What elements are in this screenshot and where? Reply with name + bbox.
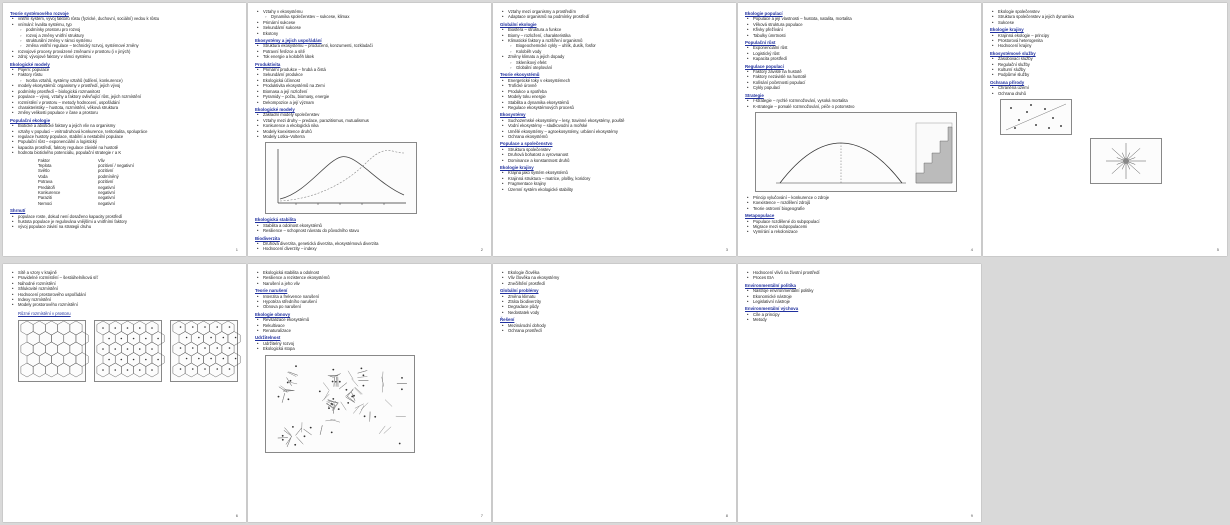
list-item: • Faktory nezávislé na hustotě: [753, 74, 974, 79]
list-item: • Ochrana ekosystémů: [508, 134, 729, 139]
list-item: • Vztahy v ekosystému: [263, 9, 484, 14]
page-content: [10, 9, 239, 246]
list-item: • charakteristiky – hustota, rozmístění, věková struktura: [18, 105, 239, 110]
list-item: • Hodnocení diverzity – indexy: [263, 246, 484, 251]
list-item: • Věková struktura populace: [753, 22, 974, 27]
page-number: 2: [480, 247, 483, 252]
list-item: • Legislativní nástroje: [753, 299, 974, 304]
list-item: • vnímání: kvalita systému, typ: [18, 22, 239, 27]
list-item: • Hypotéza středního narušení: [263, 299, 484, 304]
table-cell: Konkurence: [38, 190, 61, 195]
bullet-list: [500, 294, 729, 316]
list-item: ◦ Biogeochemické cykly – uhlík, dusík, fosfor: [508, 43, 729, 48]
bullet-list: [500, 147, 729, 163]
section-heading: Biodiverzita: [255, 235, 280, 241]
list-item: • Regulační služby: [998, 62, 1220, 67]
page-number: 7: [480, 513, 483, 518]
list-item: • vnitřní systém, vývoj faktorů růstu (fyzické, duchovní, sociální) vedou k růstu: [18, 16, 239, 21]
section-heading: Populační ekologie: [10, 117, 51, 123]
bullet-list: [255, 67, 484, 105]
list-item: • Populace a její vlastnosti – hustota, natalita, mortalita: [753, 16, 974, 21]
section-heading: Ekologie krajiny: [990, 27, 1024, 33]
list-item: • Krajina jako systém ekosystémů: [508, 170, 729, 175]
section-heading: Ekologické modely: [255, 106, 295, 112]
table-cell: Voda: [38, 173, 48, 179]
list-item: • Nedostatek vody: [508, 310, 729, 315]
list-item: • Křivky přežívání: [753, 27, 974, 32]
list-item: • Biomy – rozložení, charakteristika: [508, 33, 729, 38]
list-item: • vztahy v populaci – vnitrodruhová konkurence, teritorialita, spolupráce: [18, 129, 239, 134]
list-item: • Ztráta biodiverzity: [508, 299, 729, 304]
list-item: • Umělé ekosystémy – agroekosystémy, urbánní ekosystémy: [508, 129, 729, 134]
list-item: • Ekologická stabilita a odolnost: [263, 270, 484, 275]
list-item: • Ekotony: [263, 31, 484, 36]
table-cell: Predátoři: [38, 184, 55, 190]
list-item: • Podpůrné služby: [998, 72, 1220, 77]
section-heading: Ekologie obnovy: [255, 311, 291, 317]
list-item: • Rekultivace: [263, 323, 484, 328]
page-4: [738, 3, 981, 256]
list-item: • Resilience – schopnost návratu do původního stavu: [263, 228, 484, 233]
bullet-list: [745, 270, 974, 281]
list-item: • Udržitelný rozvoj: [263, 341, 484, 346]
list-item: • Kolísání početnosti populací: [753, 80, 974, 85]
list-item: • Modely koexistence druhů: [263, 129, 484, 134]
list-item: • Produktivita ekosystémů na Zemi: [263, 83, 484, 88]
bullet-list: [10, 67, 239, 116]
table-cell: negativní: [98, 200, 115, 206]
list-item: ◦ změna vnitřní regulace – technický rozvoj, systémové změny: [18, 43, 239, 48]
section-heading: Populační růst: [745, 40, 776, 46]
list-item: • Krajinná ekologie – principy: [998, 33, 1220, 38]
list-item: • Pyramidy – počtu, biomasy, energie: [263, 94, 484, 99]
page-content: [990, 9, 1220, 246]
list-item: • Suchozemské ekosystémy – lesy, travinné ekosystémy, pouště: [508, 118, 729, 123]
list-item: • vývoj populace závisí na strategii druhu: [18, 224, 239, 229]
list-item: • Primární sukcese: [263, 20, 484, 25]
page-5: [983, 3, 1227, 256]
bullet-list: [500, 78, 729, 110]
list-item: • Sukcese: [998, 20, 1220, 25]
section-heading: Teorie narušení: [255, 288, 288, 294]
table-cell: Světlo: [38, 168, 50, 174]
list-item: • Pravidelné rozmístění – šestiúhelníková síť: [18, 275, 239, 280]
list-item: ◦ Globální oteplování: [508, 65, 729, 70]
page-number: 5: [1216, 247, 1219, 252]
scatter-diagram: [1000, 99, 1072, 135]
page-number: 8: [725, 513, 728, 518]
page-3: [493, 3, 736, 256]
list-item: • Stabilita a dynamika ekosystémů: [508, 100, 729, 105]
section-heading: Udržitelnost: [255, 335, 281, 341]
table-cell: Nemoci: [38, 200, 53, 206]
page-6: [3, 264, 246, 522]
list-item: • Energetické toky v ekosystémech: [508, 78, 729, 83]
list-item: • Logistický růst: [753, 51, 974, 56]
list-item: • Krajinná struktura – matrice, plošky, koridory: [508, 176, 729, 181]
list-item: • Produkce a spotřeba: [508, 89, 729, 94]
page-content: [255, 270, 484, 512]
page-2: [248, 3, 491, 256]
section-heading: Environmentální politika: [745, 282, 796, 288]
hex-pattern: [170, 320, 238, 382]
list-item: • Tabulky úmrtnosti: [753, 33, 974, 38]
list-item: • Vliv člověka na ekosystémy: [508, 275, 729, 280]
list-item: • Revitalizace ekosystémů: [263, 317, 484, 322]
list-item: • K-strategie – pomalé rozmnožování, péče o potomstvo: [753, 104, 974, 109]
factor-table: [10, 158, 239, 207]
bullet-list: [255, 341, 484, 352]
list-item: • Dekompozice a její význam: [263, 100, 484, 105]
list-item: • Ekologická stopa: [263, 346, 484, 351]
list-item: • Hodnocení krajiny: [998, 43, 1220, 48]
list-item: • Potravní řetězce a sítě: [263, 49, 484, 54]
list-item: • Metody: [753, 317, 974, 322]
section-heading: Globální ekologie: [500, 21, 537, 27]
list-item: • Modely prostorového rozmístění: [18, 302, 239, 307]
list-item: • Nástroje environmentální politiky: [753, 288, 974, 293]
table-cell: podmíněný: [98, 173, 119, 179]
list-item: • Klimatické faktory a rozšíření organismů: [508, 38, 729, 43]
list-item: • Vodní ekosystémy – sladkovodní a mořské: [508, 123, 729, 128]
section-heading: Metapopulace: [745, 213, 775, 219]
list-item: ◦ tvorba vztahů, systémy vztahů (sdílení, konkurence): [18, 78, 239, 83]
list-item: • r-strategie – rychlé rozmnožování, vysoká mortalita: [753, 98, 974, 103]
list-item: • Základní modely společenstev: [263, 112, 484, 117]
list-item: • populace roste, dokud není dosaženo kapacity prostředí: [18, 214, 239, 219]
list-item: • změny velikosti populace v čase a prostoru: [18, 110, 239, 115]
list-item: • Mezinárodní dohody: [508, 323, 729, 328]
list-item: • Vztahy mezi druhy – predace, parazitismus, mutualismus: [263, 118, 484, 123]
list-item: ◦ Koloběh vody: [508, 49, 729, 54]
section-heading: Ekosystémy: [500, 112, 526, 118]
list-item: • Faktory závislé na hustotě: [753, 69, 974, 74]
bullet-list: [745, 16, 974, 38]
list-item: • Renaturalizace: [263, 328, 484, 333]
list-item: • Shlukovité rozmístění: [18, 286, 239, 291]
bullet-list: [745, 45, 974, 61]
page-content: [745, 270, 974, 512]
list-item: • Kulturní služby: [998, 67, 1220, 72]
page-number: 4: [970, 247, 973, 252]
section-heading: Regulace populací: [745, 63, 784, 69]
bullet-list: [500, 9, 729, 20]
hex-pattern: [18, 320, 86, 382]
section-heading: Teorie ekosystémů: [500, 72, 540, 78]
list-item: • Ochrana druhů: [998, 91, 1220, 96]
table-cell: pozitivní / negativní: [98, 162, 134, 168]
section-heading: Ekologie populací: [745, 11, 783, 16]
list-item: • Proces EIA: [753, 275, 974, 280]
list-item: ◦ Skleníkový efekt: [508, 60, 729, 65]
bullet-list: [745, 219, 974, 235]
bullet-list: [10, 123, 239, 155]
list-item: ◦ rozvoj a změny vnitřní struktury: [18, 33, 239, 38]
page-content: [255, 9, 484, 252]
table-cell: negativní: [98, 184, 115, 190]
bullet-list: [255, 223, 484, 234]
list-item: • podmínky prostředí – biologická rozmanitost: [18, 89, 239, 94]
figure-caption: Různé rozmístění v prostoru: [18, 310, 71, 316]
list-item: ◦ strukturální změny v rámci systému: [18, 38, 239, 43]
list-item: • Intenzita a frekvence narušení: [263, 294, 484, 299]
voronoi-diagram: [265, 355, 415, 453]
list-item: • Cíle a principy: [753, 312, 974, 317]
list-item: • Koexistence – rozdělení zdrojů: [753, 200, 974, 205]
table-cell: negativní: [98, 195, 115, 201]
list-item: • Kapacita prostředí: [753, 56, 974, 61]
section-heading: Environmentální výchova: [745, 306, 799, 312]
section-heading: Shrnutí: [10, 208, 26, 214]
list-item: • rozmístění v prostoru – metody hodnocení, uspořádání: [18, 100, 239, 105]
list-item: • Dominance a konstantnost druhů: [508, 158, 729, 163]
list-item: • Vymírání a rekolonizace: [753, 229, 974, 234]
section-heading: Globální problémy: [500, 288, 539, 294]
list-item: • Ekologická účinnost: [263, 78, 484, 83]
list-item: • Struktura společenstev: [508, 147, 729, 152]
page-7: [248, 264, 491, 522]
section-heading: Ekologie krajiny: [500, 164, 534, 170]
list-item: • Degradace půdy: [508, 304, 729, 309]
list-item: • Modely Lotka–Volterra: [263, 134, 484, 139]
list-item: • Chráněná území: [998, 85, 1220, 90]
list-item: • Populace rozdělené do subpopulací: [753, 219, 974, 224]
table-cell: Potrava: [38, 179, 53, 185]
bullet-list: [745, 195, 974, 211]
star-diagram: [1090, 138, 1162, 184]
bullet-list: [500, 118, 729, 140]
section-heading: Strategie: [745, 92, 764, 98]
table-cell: pozitivní: [98, 179, 114, 185]
list-item: • Náhodné rozmístění: [18, 281, 239, 286]
list-item: • populace – vývoj, vztahy a faktory ovlivňující růst, jejich rozmístění: [18, 94, 239, 99]
table-cell: Vliv: [98, 157, 105, 163]
bullet-list: [990, 33, 1220, 49]
bullet-list: [990, 85, 1220, 96]
list-item: • rozvojové procesy provázené změnami v prostoru (i v jiných): [18, 49, 239, 54]
section-heading: Řešení: [500, 317, 515, 323]
list-item: ◦ Dynamika společenstev – sukcese, klimax: [263, 14, 484, 19]
table-cell: Paraziti: [38, 195, 52, 201]
bullet-list: [990, 56, 1220, 78]
page-number: 9: [970, 513, 973, 518]
bullet-list: [10, 16, 239, 59]
list-item: • Modely toku energie: [508, 94, 729, 99]
list-item: • Sekundární produkce: [263, 72, 484, 77]
list-item: • Fragmentace krajiny: [508, 181, 729, 186]
list-item: • Adaptace organismů na podmínky prostředí: [508, 14, 729, 19]
hex-pattern: [94, 320, 162, 382]
bullet-list: [255, 317, 484, 333]
table-cell: pozitivní: [98, 168, 114, 174]
list-item: • Zásobovací služby: [998, 56, 1220, 61]
list-item: • Populační růst – exponenciální a logistický: [18, 139, 239, 144]
list-item: • Druhová bohatost a vyrovnanost: [508, 152, 729, 157]
list-item: • Změny klimatu a jejich dopady: [508, 54, 729, 59]
page-9: [738, 264, 981, 522]
list-item: • zdroj: vývojové faktory v rámci systému: [18, 54, 239, 59]
page-1: [3, 3, 246, 256]
list-item: • Druhová diverzita, genetická diverzita, ekosystémová diverzita: [263, 241, 484, 246]
list-item: • Hodnocení prostorového uspořádání: [18, 292, 239, 297]
bullet-list: [10, 214, 239, 230]
list-item: • Struktura ekosystému – producenti, konzumenti, rozkladači: [263, 43, 484, 48]
list-item: • Ekologie člověka: [508, 270, 729, 275]
bullet-list: [990, 9, 1220, 25]
list-item: • Biotické a abiotické faktory a jejich vliv na organismy: [18, 123, 239, 128]
bullet-list: [255, 9, 484, 36]
bullet-list: [500, 27, 729, 70]
bullet-list: [500, 170, 729, 192]
list-item: • Princip vylučování – konkurence o zdroje: [753, 195, 974, 200]
bullet-list: [255, 294, 484, 310]
list-item: • Tok energie a koloběh látek: [263, 54, 484, 59]
list-item: • Konkurence a ekologická nika: [263, 123, 484, 128]
list-item: • kapacita prostředí, faktory regulace závislé na hustotě: [18, 145, 239, 150]
list-item: • Obnova po narušení: [263, 304, 484, 309]
list-item: • Biosféra – struktura a funkce: [508, 27, 729, 32]
list-item: • Resilience a rezistence ekosystémů: [263, 275, 484, 280]
list-item: • Ekologie společenstev: [998, 9, 1220, 14]
list-item: • Narušení a jeho vliv: [263, 281, 484, 286]
table-row: [10, 201, 239, 206]
list-item: • Ekonomické nástroje: [753, 294, 974, 299]
bullet-list: [745, 98, 974, 109]
list-item: • Biomasa a její rozložení: [263, 89, 484, 94]
pattern-figures: [18, 320, 239, 382]
bullet-list: [255, 270, 484, 286]
list-item: • regulace hustoty populace, stabilní a nestabilní populace: [18, 134, 239, 139]
section-heading: Ekosystémové služby: [990, 50, 1036, 56]
page-content: [10, 270, 239, 512]
bullet-list: [500, 270, 729, 286]
list-item: • Pojem: populace: [18, 67, 239, 72]
bullet-list: [255, 241, 484, 252]
page-number: 3: [725, 247, 728, 252]
bullet-list: [255, 112, 484, 139]
list-item: • Migrace mezi subpopulacemi: [753, 224, 974, 229]
list-item: • Sekundární sukcese: [263, 25, 484, 30]
list-item: • Hodnocení vlivů na životní prostředí: [753, 270, 974, 275]
list-item: • Cykly populací: [753, 85, 974, 90]
section-heading: Produktivita: [255, 61, 281, 67]
bullet-list: [745, 288, 974, 304]
list-item: • Faktory růstu: [18, 72, 239, 77]
page-content: [500, 9, 729, 246]
list-item: • Změna klimatu: [508, 294, 729, 299]
list-item: • Teorie ostrovní biogeografie: [753, 206, 974, 211]
list-item: • Ochrana prostředí: [508, 328, 729, 333]
table-cell: Faktor: [38, 157, 50, 163]
page-number: 6: [235, 513, 238, 518]
parabola-diagram: [755, 112, 957, 192]
list-item: • Stabilita a odolnost ekosystémů: [263, 223, 484, 228]
section-heading: Teorie systémového rozvoje: [10, 11, 69, 16]
list-item: • Prostorová heterogenita: [998, 38, 1220, 43]
curve-diagram: [265, 142, 417, 214]
bullet-list: [500, 323, 729, 334]
list-item: • Sítě a vzory v krajině: [18, 270, 239, 275]
section-heading: Ochrana přírody: [990, 79, 1025, 85]
section-heading: Populace a společenstvo: [500, 141, 553, 147]
page-8: [493, 264, 736, 522]
list-item: • Trofické úrovně: [508, 83, 729, 88]
bullet-list: [255, 43, 484, 59]
table-cell: Teplota: [38, 162, 52, 168]
bullet-list: [745, 312, 974, 323]
table-cell: negativní: [98, 190, 115, 195]
list-item: • Struktura společenstev a jejich dynamika: [998, 14, 1220, 19]
list-item: • hustota populace je regulována vnějšími a vnitřními faktory: [18, 219, 239, 224]
bullet-list: [10, 270, 239, 308]
list-item: • Znečištění prostředí: [508, 281, 729, 286]
page-number: 1: [235, 247, 238, 252]
section-heading: Ekosystémy a jejich uspořádání: [255, 38, 322, 44]
list-item: ◦ podmínky prostoru pro rozvoj: [18, 27, 239, 32]
bullet-list: [745, 69, 974, 91]
list-item: • Vztahy mezi organismy a prostředím: [508, 9, 729, 14]
list-item: • hodnota biotického potenciálu, populační strategie r a K: [18, 150, 239, 155]
section-heading: Ekologické modely: [10, 61, 50, 67]
list-item: • Regulace ekosystémových procesů: [508, 105, 729, 110]
list-item: • Územní systém ekologické stability: [508, 187, 729, 192]
list-item: • modely ekosystémů: organismy v prostředí, jejich vývoj: [18, 83, 239, 88]
list-item: • Primární produkce – hrubá a čistá: [263, 67, 484, 72]
page-content: [745, 9, 974, 246]
list-item: • Exponenciální růst: [753, 45, 974, 50]
section-heading: Ekologická stabilita: [255, 217, 296, 223]
page-content: [500, 270, 729, 512]
list-item: • Indexy rozmístění: [18, 297, 239, 302]
